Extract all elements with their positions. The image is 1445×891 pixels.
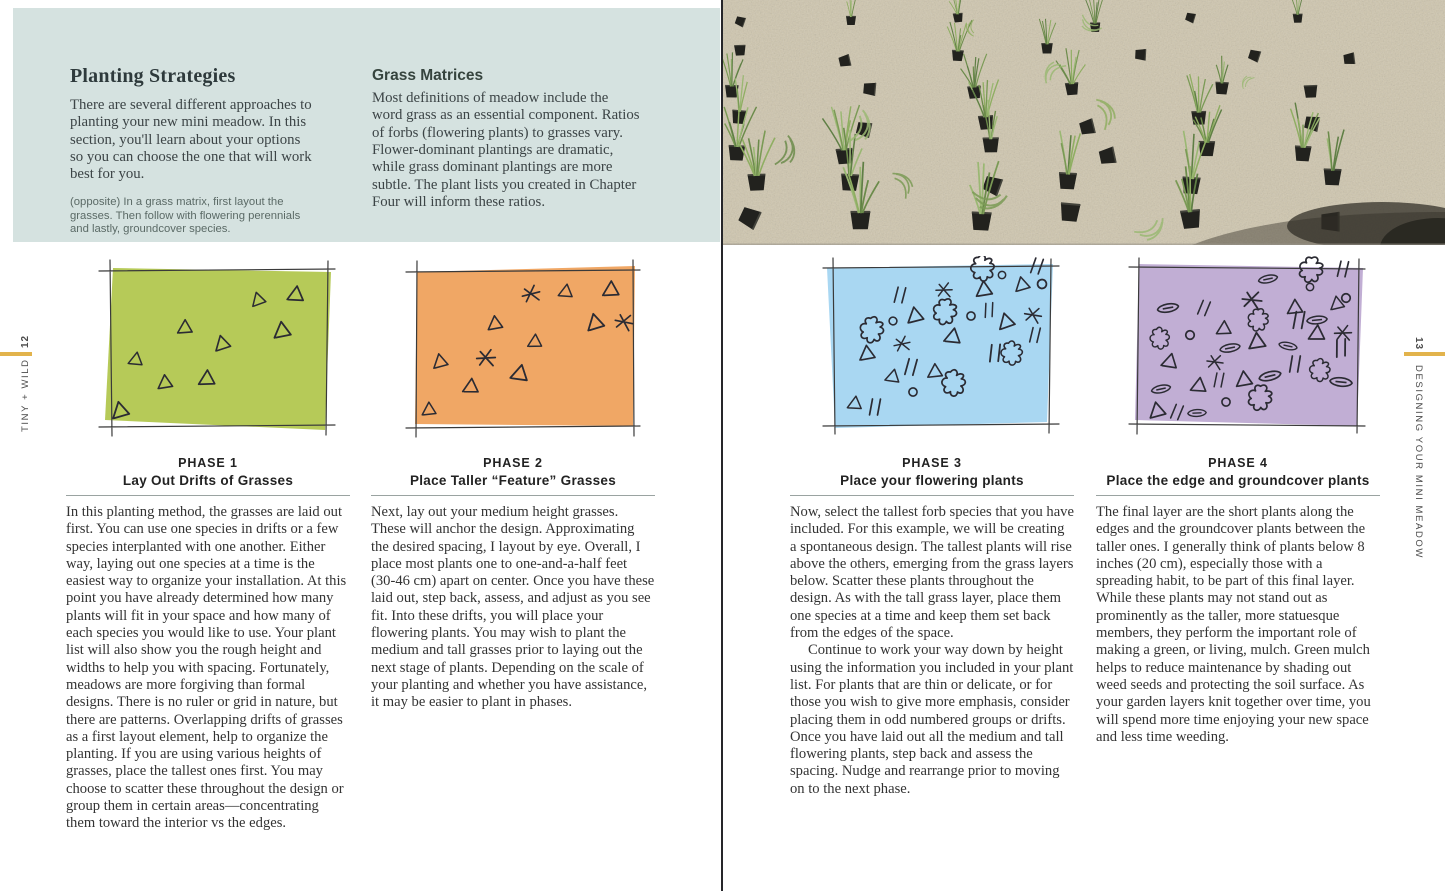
page-gutter-line <box>721 0 723 891</box>
page-number-left: 12 <box>20 334 31 348</box>
diagram-phase-4 <box>1127 256 1367 441</box>
diagram-phase-3 <box>821 256 1061 441</box>
divider <box>1096 495 1380 496</box>
phase-3-label: PHASE 3 <box>902 456 962 470</box>
divider <box>371 495 655 496</box>
phase-3-paragraph-2: Continue to work your way down by height using the information you included in your plant list. For plants that are thin or delicate, or for those you wish to give more emphasis, consider placing them in odd numbered groups or drifts. Once you have laid out all the medium and tall flowering plants, step back and assess the spacing. Nudge and rearrange prior to moving on to the next phase. <box>790 642 1074 797</box>
phase-3-title: Place your flowering plants <box>840 473 1024 488</box>
phase-2-title: Place Taller “Feature” Grasses <box>409 473 617 488</box>
page-title: Planting Strategies <box>70 65 236 88</box>
photo-caption: (opposite) In a grass matrix, first layout the grasses. Then follow with flowering perennials and lastly, groundcover species. <box>70 196 301 236</box>
phase-4-section <box>1096 456 1380 746</box>
accent-bar-right <box>1404 352 1445 356</box>
divider <box>66 495 350 496</box>
grass-matrices-paragraph: Most definitions of meadow include the word grass as an essential component. Ratios of forbs (flowering plants) to grasses vary. Flower-dominant plantings are dramatic, while grass dominant plantings are more subtle. The plant lists you created in Chapter Four will inform these ratios. <box>372 89 640 211</box>
accent-bar-left <box>0 352 32 356</box>
phase-3-section <box>790 456 1074 798</box>
phase-2-paragraph: Next, lay out your medium height grasses. These will anchor the design. Approximating the desired spacing, I layout by eye. Overall, I place most plants one to one-and-a-half feet (30-46 cm) apart on center. Once you have these laid out, step back, assess, and adjust as you see fit. Into these drifts, you will place your flowering plants. You may wish to plant the medium and tall grasses prior to laying out the next stage of plants. Depending on the scale of your planting and whether you have assistance, it may be easier to plant in phases. <box>371 504 655 711</box>
chapter-title-vertical: DESIGNING YOUR MINI MEADOW <box>1413 365 1424 559</box>
page-number-right: 13 <box>1413 337 1424 351</box>
phase-2-section <box>371 456 655 712</box>
diagram-phase-2 <box>403 258 643 443</box>
grass-matrices-heading: Grass Matrices <box>372 66 484 84</box>
phase-4-paragraph: The final layer are the short plants along the edges and the groundcover plants between the taller ones. I generally think of plants below 8 inches (20 cm), especially those with a spreading habit, to be part of this final layer. While these plants may not stand out as prominently as the taller, more statuesque members, they perform the important role of making a green, or living, mulch. Green mulch helps to reduce maintenance by shading out weed seeds and protecting the soil surface. As your garden layers knit together over time, you will spend more time enjoying your new space and less time weeding. <box>1096 504 1371 745</box>
phase-1-section <box>66 456 350 833</box>
phase-4-label: PHASE 4 <box>1208 456 1268 470</box>
intro-paragraph: There are several different approaches to planting your new mini meadow. In this section, you'll learn about your options so you can choose the one that will work best for you. <box>70 96 312 183</box>
phase-1-label: PHASE 1 <box>178 456 238 470</box>
meadow-photo <box>722 0 1445 245</box>
phase-1-title: Lay Out Drifts of Grasses <box>122 473 294 488</box>
diagram-phase-1 <box>97 258 337 443</box>
phase-1-paragraph: In this planting method, the grasses are laid out first. You can use one species in drifts or a few species interplanted with one another. Either way, laying out one species at a time is the easiest way to organize your installation. At this point you have already determined how many plants will fit in your space and how many of each species you would like to use. Your plant list will also show you the rough height and widths to help you with spacing. Fortunately, meadows are more forgiving than formal designs. There is no ruler or grid in nature, but there are patterns. Overlapping drifts of grasses as a first layout element, help to organize the planting. If you are using various heights of grasses, place the tallest ones first. You may choose to scatter these throughout the design or group them in certain areas—concentrating them toward the interior vs the edges. <box>66 504 347 832</box>
phase-4-title: Place the edge and groundcover plants <box>1106 473 1370 488</box>
phase-3-paragraph-1: Now, select the tallest forb species that you have included. For this example, we will be creating a spontaneous design. The tallest plants will rise above the others, emerging from the grass layers below. Scatter these plants throughout the design. As with the tall grass layer, place them one species at a time and keep them set back from the edges of the space. <box>790 504 1074 642</box>
phase-2-label: PHASE 2 <box>483 456 543 470</box>
book-title-vertical: TINY + WILD <box>20 358 31 432</box>
divider <box>790 495 1074 496</box>
